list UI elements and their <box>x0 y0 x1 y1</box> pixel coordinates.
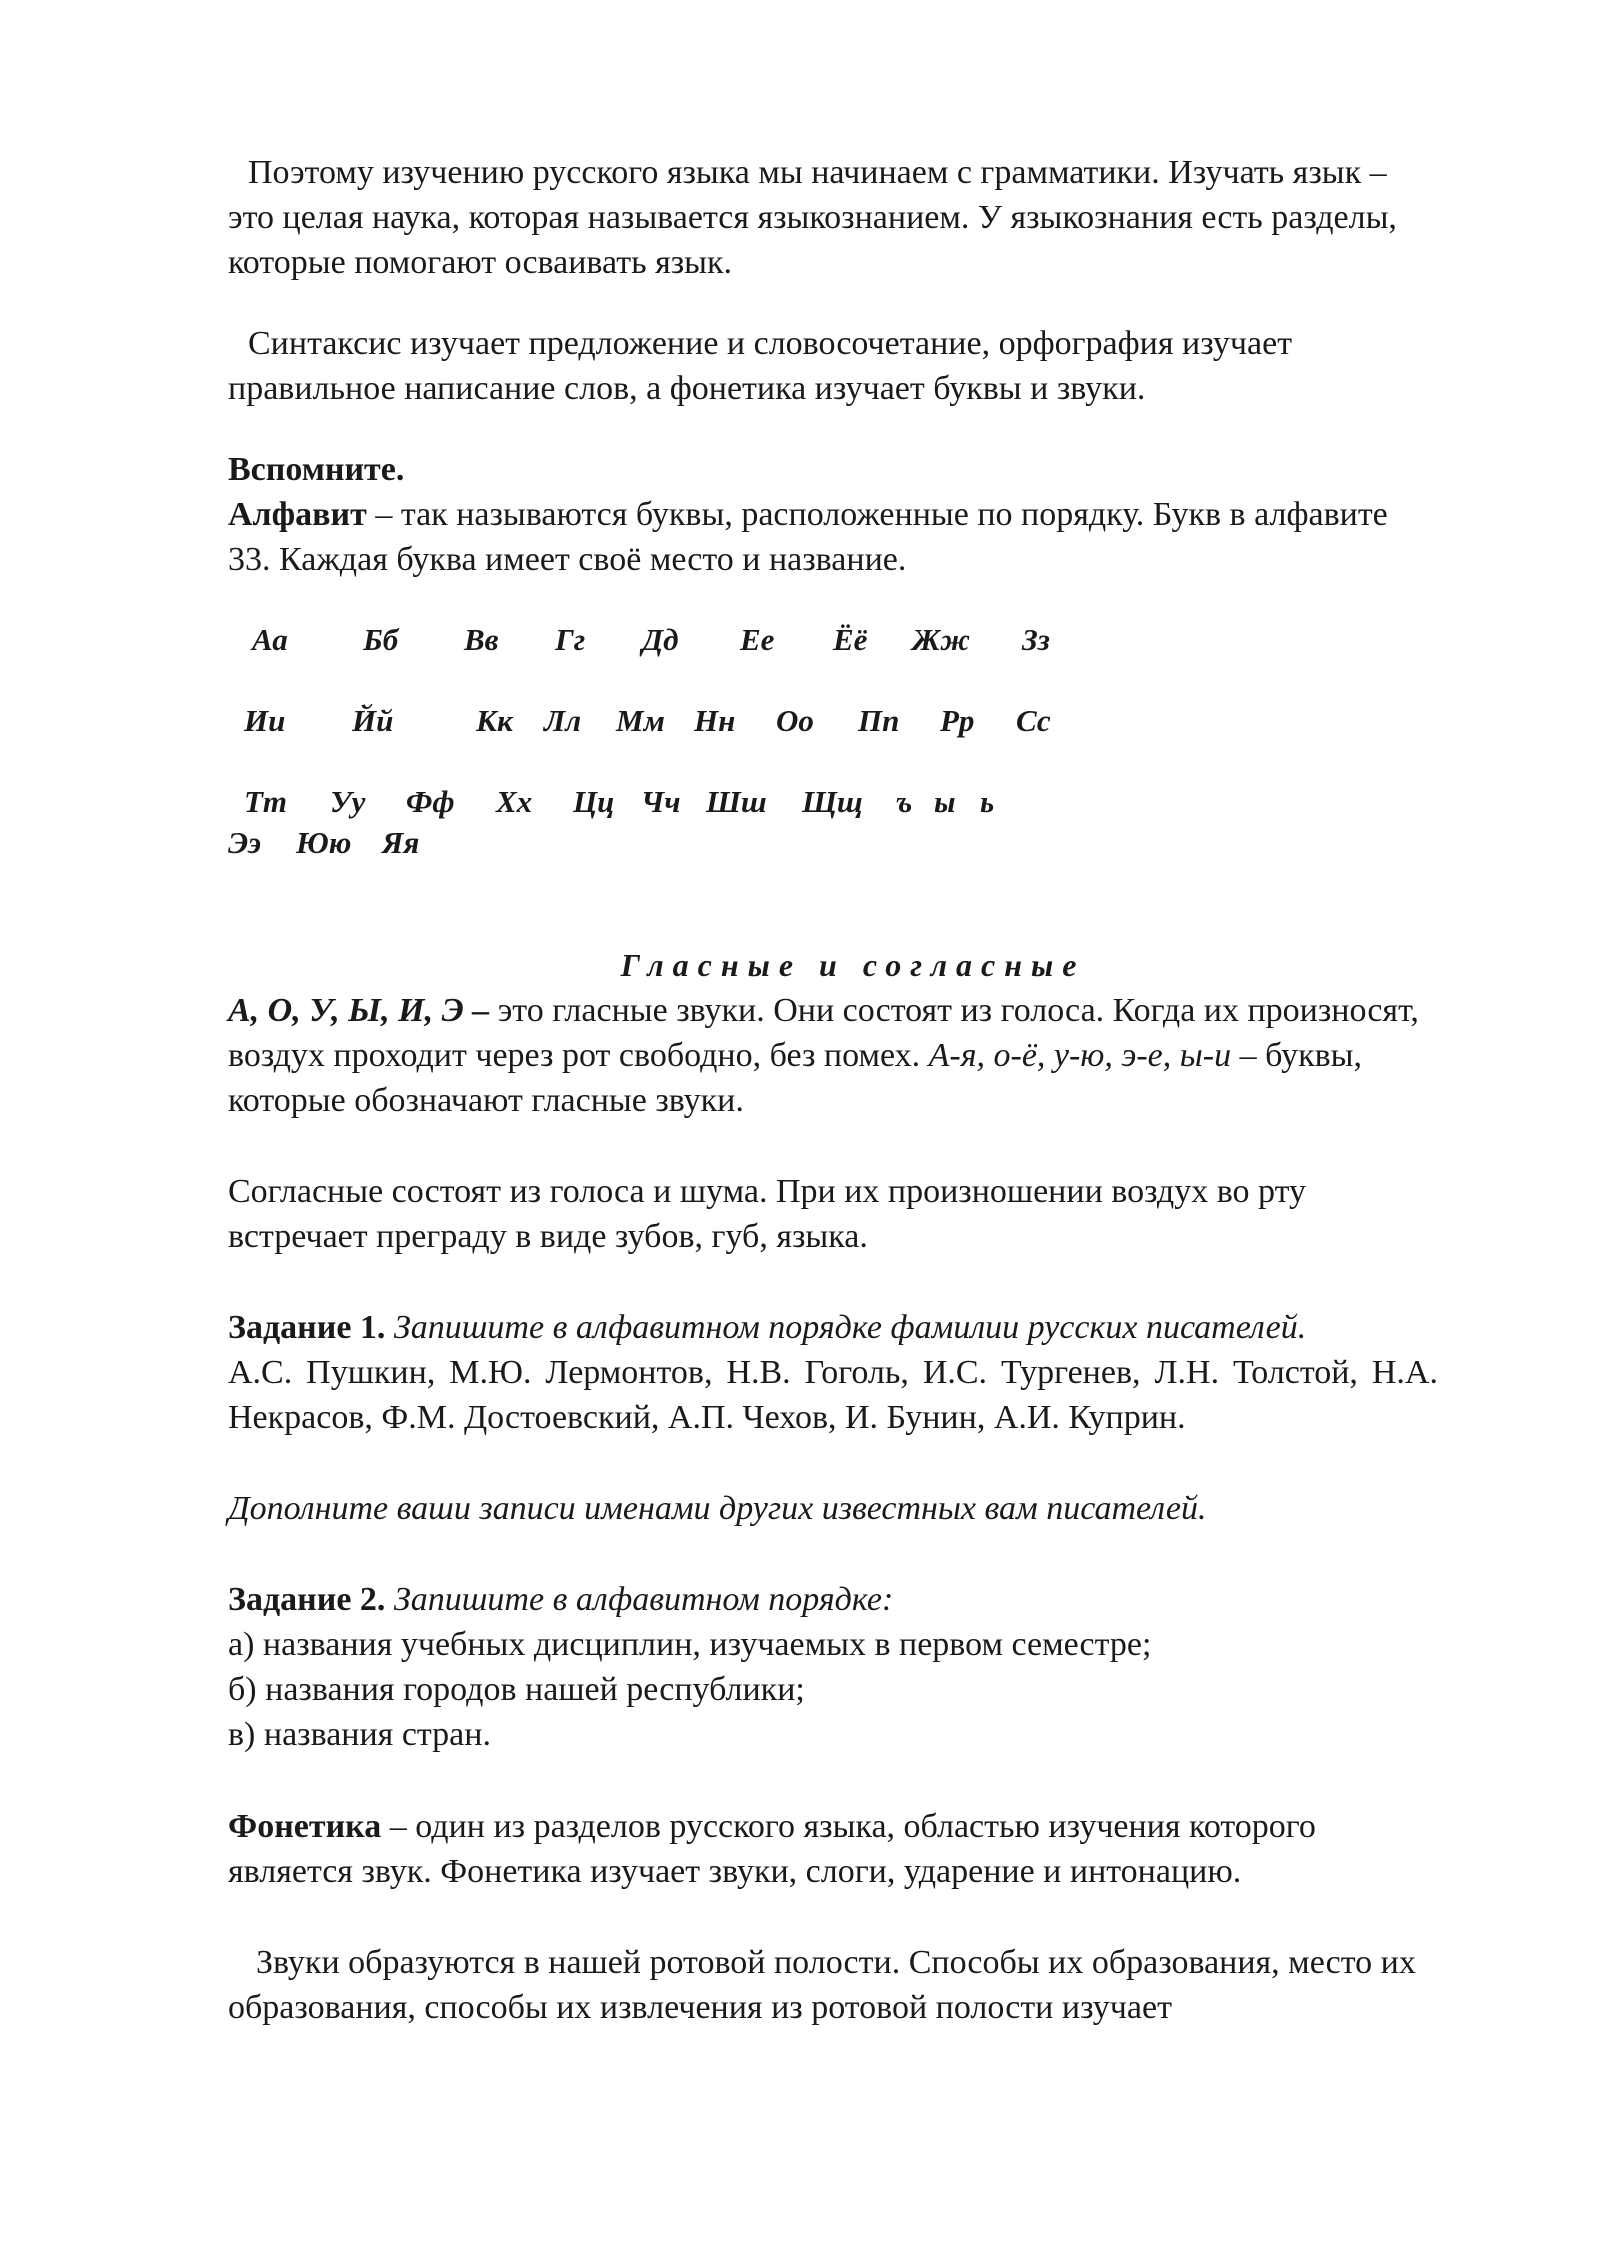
phonetics-term: Фонетика <box>228 1808 382 1845</box>
task-1-instruction: Запишите в алфавитном порядке фамилии русских писателей. <box>393 1309 1307 1346</box>
vowels-text-2: – буквы, которые обозначают гласные звуки. <box>228 1037 1363 1119</box>
task-1-extra-instruction: Дополните ваши записи именами других известных вам писателей. <box>228 1490 1207 1527</box>
alphabet-letter: Тт <box>244 784 288 819</box>
alphabet-letter: ы <box>934 784 956 819</box>
alphabet-row-4 <box>228 820 1438 865</box>
alphabet-letter: Мм <box>616 703 665 738</box>
alphabet-letter: Йй <box>352 703 394 738</box>
alphabet-term: Алфавит <box>228 496 367 533</box>
remember-heading: Вспомните. <box>228 451 405 488</box>
document-page <box>228 150 1438 2030</box>
alphabet-letter: Дд <box>642 622 679 657</box>
alphabet-letter: Шш <box>706 784 767 819</box>
vowel-letters: А, О, У, Ы, И, Э – <box>228 992 490 1029</box>
alphabet-letter: Вв <box>464 622 499 657</box>
alphabet-letter: ъ <box>896 784 913 819</box>
intro-paragraph-2: Синтаксис изучает предложение и словосочетание, орфография изучает правильное написание слов, а фонетика изучает буквы и звуки. <box>228 325 1293 407</box>
alphabet-letter: Ёё <box>833 622 868 657</box>
alphabet-letter: Юю <box>296 825 352 860</box>
alphabet-letter: Нн <box>694 703 736 738</box>
alphabet-letter: Бб <box>363 622 399 657</box>
alphabet-letter: Цц <box>573 784 615 819</box>
vowel-pairs-b: э-е, ы-и <box>1112 1037 1232 1074</box>
section-heading-vowels-consonants: Гласные и согласные <box>620 947 1086 983</box>
alphabet-row-2 <box>228 698 1438 743</box>
alphabet-letter: Сс <box>1016 703 1051 738</box>
alphabet-row-3 <box>228 779 1438 824</box>
vowel-pairs-a: А-я, о-ё, у-ю, <box>928 1037 1113 1074</box>
alphabet-letter: Оо <box>776 703 814 738</box>
consonants-paragraph: Согласные состоят из голоса и шума. При их произношении воздух во рту встречает преграду в виде зубов, губ, языка. <box>228 1173 1306 1255</box>
alphabet-letter: Ии <box>244 703 286 738</box>
alphabet-letter: Лл <box>544 703 582 738</box>
alphabet-letter: Гг <box>555 622 586 657</box>
alphabet-letter: Аа <box>252 622 288 657</box>
alphabet-letter: Пп <box>858 703 900 738</box>
task-2-item: б) названия городов нашей республики; <box>228 1671 805 1708</box>
alphabet-list <box>228 617 1438 865</box>
vowels-paragraph <box>228 988 1438 1123</box>
alphabet-letter: Кк <box>476 703 513 738</box>
sounds-paragraph: Звуки образуются в нашей ротовой полости. Способы их образования, место их образования, способы их извлечения из ротовой полости изучает <box>228 1944 1416 2026</box>
alphabet-letter: Яя <box>382 825 420 860</box>
task-2-item: а) названия учебных дисциплин, изучаемых в первом семестре; <box>228 1626 1152 1663</box>
phonetics-definition <box>228 1804 1438 1894</box>
alphabet-letter: ь <box>980 784 995 819</box>
task-2-item: в) названия стран. <box>228 1716 491 1753</box>
task-1-writers-list: А.С. Пушкин, М.Ю. Лермонтов, Н.В. Гоголь, И.С. Тургенев, Л.Н. Толстой, Н.А. Некрасов, Ф.М. Достоевский, А.П. Чехов, И. Бунин, А.И. Куприн. <box>228 1354 1438 1436</box>
alphabet-letter: Рр <box>940 703 975 738</box>
alphabet-letter: Ээ <box>228 825 262 860</box>
alphabet-letter: Ее <box>740 622 775 657</box>
vowels-text-1: это гласные звуки. Они состоят из голоса. Когда их произносят, воздух проходит через рот свободно, без помех. <box>228 992 1419 1074</box>
task-2-label: Задание 2. <box>228 1581 386 1618</box>
alphabet-letter: Зз <box>1022 622 1050 657</box>
alphabet-row-1 <box>228 617 1438 662</box>
alphabet-letter: Уу <box>330 784 366 819</box>
alphabet-letter: Чч <box>641 784 681 819</box>
phonetics-definition-text: – один из разделов русского языка, областью изучения которого является звук. Фонетика изучает звуки, слоги, ударение и интонацию. <box>228 1808 1316 1890</box>
alphabet-definition-text: – так называются буквы, расположенные по порядку. Букв в алфавите 33. Каждая буква имеет своё место и название. <box>228 496 1388 578</box>
alphabet-letter: Жж <box>912 622 970 657</box>
task-1-label: Задание 1. <box>228 1309 386 1346</box>
alphabet-letter: Хх <box>496 784 533 819</box>
alphabet-letter: Фф <box>406 784 455 819</box>
alphabet-letter: Щщ <box>802 784 863 819</box>
task-1-heading <box>228 1305 1438 1350</box>
task-2-heading <box>228 1577 1438 1622</box>
alphabet-definition <box>228 492 1438 582</box>
intro-paragraph-1: Поэтому изучению русского языка мы начинаем с грамматики. Изучать язык – это целая наука, которая называется языкознанием. У языкознания есть разделы, которые помогают осваивать язык. <box>228 154 1397 281</box>
task-2-instruction: Запишите в алфавитном порядке: <box>393 1581 894 1618</box>
